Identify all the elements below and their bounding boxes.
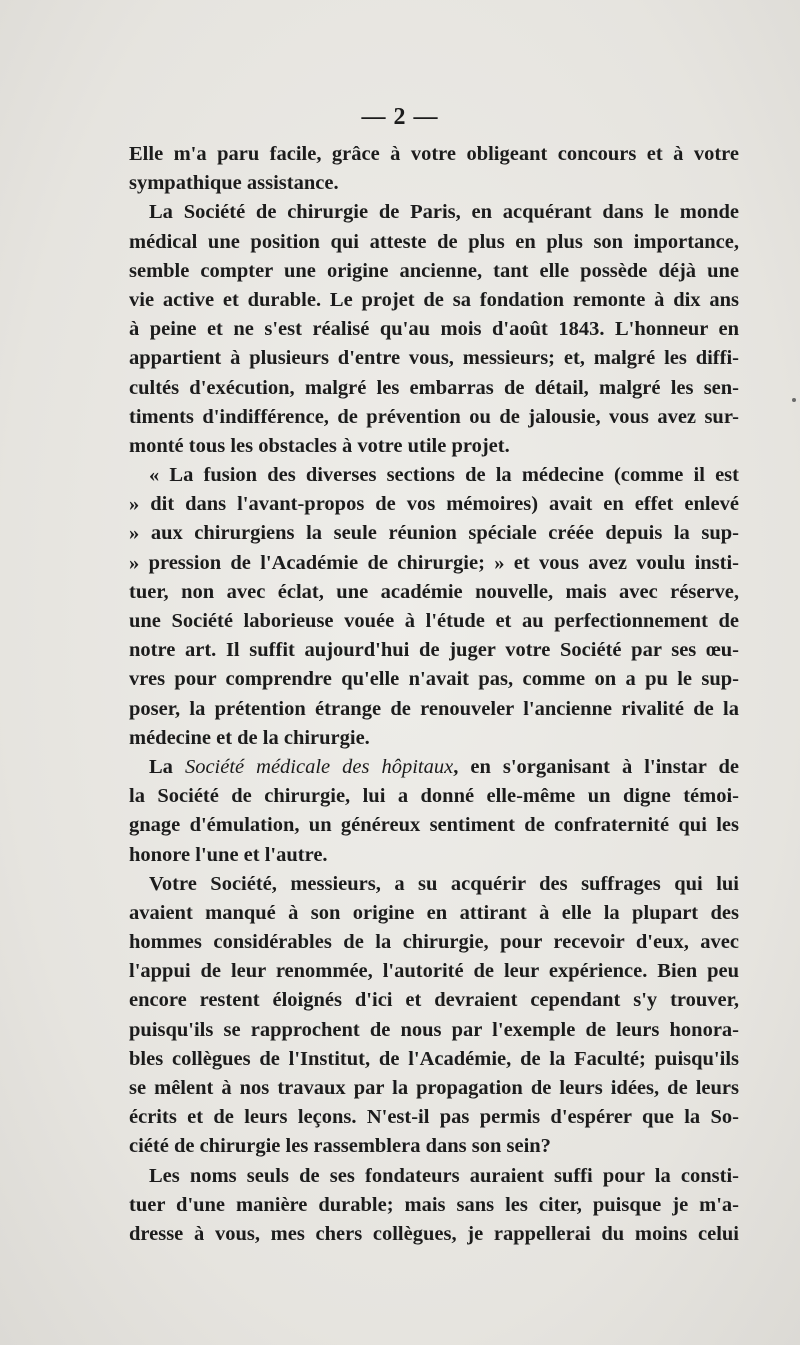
text-line: « La fusion des diverses sections de la médecine (comme il est: [149, 464, 739, 487]
text-line: une Société laborieuse vouée à l'étude et au perfectionnement de: [129, 610, 739, 632]
text-line: tuer, non avec éclat, une académie nouvelle, mais avec réserve,: [129, 580, 739, 603]
text-line: timents d'indifférence, de prévention ou de jalousie, vous avez sur-: [129, 405, 739, 428]
text-line: monté tous les obstacles à votre utile projet.: [129, 434, 510, 457]
page-number: — 2 —: [361, 104, 439, 130]
text-line: [129, 753, 739, 782]
text-line: encore restent éloignés d'ici et devraient cependant s'y trouver,: [129, 989, 739, 1012]
text-line: notre art. Il suffit aujourd'hui de juger votre Société par ses œu-: [129, 639, 739, 662]
text-line: bles collègues de l'Institut, de l'Académie, de la Faculté; puisqu'ils: [129, 1047, 739, 1070]
text-line: Votre Société, messieurs, a su acquérir des suffrages qui lui: [149, 872, 739, 895]
text-line: sympathique assistance.: [129, 172, 339, 195]
text-line: » dit dans l'avant-propos de vos mémoires) avait en effet enlevé: [129, 493, 739, 516]
paper-speck: [792, 398, 796, 402]
text-line: médical une position qui atteste de plus en plus son importance,: [129, 230, 739, 253]
text-line: » aux chirurgiens la seule réunion spéciale créée depuis la sup-: [129, 522, 739, 545]
text-line: semble compter une origine ancienne, tant elle possède déjà une: [129, 259, 739, 282]
italic-title: Société médicale des hôpitaux: [184, 755, 454, 778]
text-line: vres pour comprendre qu'elle n'avait pas, comme on a pu le sup-: [129, 668, 739, 691]
text-line: écrits et de leurs leçons. N'est-il pas permis d'espérer que la So-: [129, 1106, 739, 1129]
text-segment: La: [149, 755, 185, 778]
text-line: Les noms seuls de ses fondateurs auraient suffi pour la consti-: [149, 1164, 739, 1187]
text-line: poser, la prétention étrange de renouveler l'ancienne rivalité de la: [129, 697, 739, 720]
text-line: avaient manqué à son origine en attirant à elle la plupart des: [129, 901, 739, 924]
text-line: » pression de l'Académie de chirurgie; » et vous avez voulu insti-: [129, 551, 739, 574]
text-line: l'appui de leur renommée, l'autorité de leur expérience. Bien peu: [129, 960, 739, 983]
text-line: ciété de chirurgie les rassemblera dans son sein?: [129, 1135, 551, 1158]
text-line: à peine et ne s'est réalisé qu'au mois d'août 1843. L'honneur en: [129, 318, 739, 341]
text-line: hommes considérables de la chirurgie, pour recevoir d'eux, avec: [129, 931, 739, 954]
text-line: médecine et de la chirurgie.: [129, 726, 370, 749]
text-line: la Société de chirurgie, lui a donné elle-même un digne témoi-: [129, 785, 739, 808]
text-line: cultés d'exécution, malgré les embarras de détail, malgré les sen-: [129, 376, 739, 399]
text-line: Elle m'a paru facile, grâce à votre obligeant concours et à votre: [129, 143, 739, 165]
text-line: La Société de chirurgie de Paris, en acquérant dans le monde: [149, 201, 739, 224]
text-line: puisqu'ils se rapprochent de nous par l'exemple de leurs honora-: [129, 1018, 739, 1041]
text-line: appartient à plusieurs d'entre vous, messieurs; et, malgré les diffi-: [129, 347, 739, 370]
text-line: gnage d'émulation, un généreux sentiment de confraternité qui les: [129, 814, 739, 837]
text-segment: , en s'organisant à l'instar de: [453, 755, 739, 778]
body-text: [129, 140, 739, 1249]
text-line: dresse à vous, mes chers collègues, je rappellerai du moins celui: [129, 1222, 739, 1245]
text-line: honore l'une et l'autre.: [129, 843, 328, 866]
text-line: vie active et durable. Le projet de sa fondation remonte à dix ans: [129, 288, 739, 311]
text-line: se mêlent à nos travaux par la propagation de leurs idées, de leurs: [129, 1077, 739, 1099]
text-line: tuer d'une manière durable; mais sans les citer, puisque je m'a-: [129, 1193, 739, 1216]
